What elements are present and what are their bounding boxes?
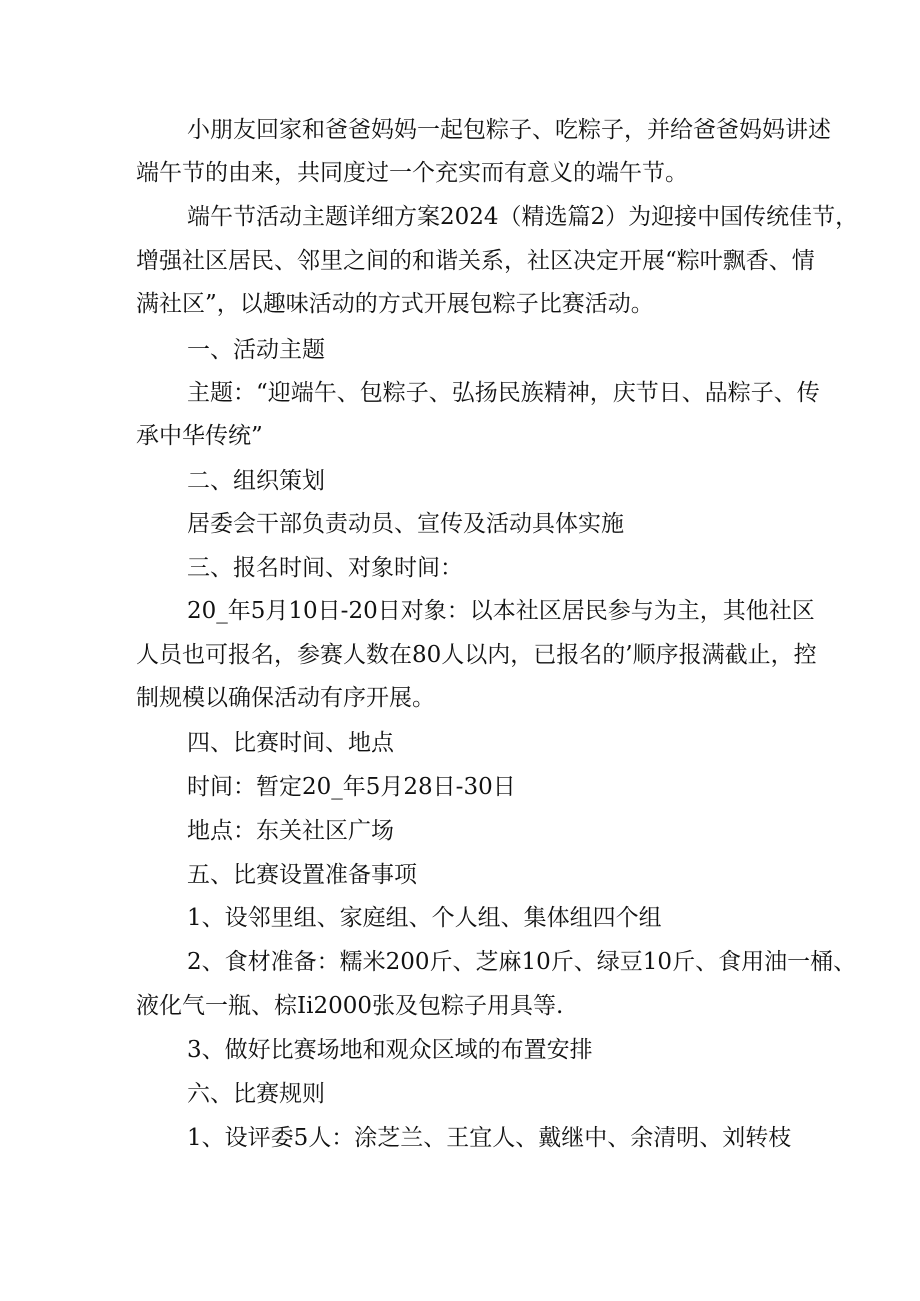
paragraph-line: 液化气一瓶、棕Ii2000张及包粽子用具等. — [136, 993, 564, 1019]
section-heading: 五、比赛设置准备事项 — [187, 862, 417, 888]
paragraph-line: 增强社区居民、邻里之间的和谐关系，社区决定开展“粽叶飘香、情 — [136, 248, 815, 274]
section-heading: 二、组织策划 — [187, 468, 325, 494]
paragraph-line: 制规模以确保活动有序开展。 — [136, 685, 435, 711]
paragraph-line: 1、设邻里组、家庭组、个人组、集体组四个组 — [187, 905, 662, 931]
paragraph-line: 时间：暂定20_年5月28日-30日 — [187, 774, 516, 800]
paragraph-line: 主题：“迎端午、包粽子、弘扬民族精神，庆节日、品粽子、传 — [187, 380, 820, 406]
paragraph-line: 20_年5月10日-20日对象：以本社区居民参与为主，其他社区 — [187, 598, 815, 624]
section-heading: 六、比赛规则 — [187, 1081, 325, 1107]
section-heading: 四、比赛时间、地点 — [187, 730, 394, 756]
section-heading: 一、活动主题 — [187, 337, 325, 363]
paragraph-line: 3、做好比赛场地和观众区域的布置安排 — [187, 1037, 593, 1063]
paragraph-line: 人员也可报名，参赛人数在80人以内，已报名的’顺序报满截止，控 — [136, 642, 817, 668]
paragraph-line: 端午节活动主题详细方案2024（精选篇2）为迎接中国传统佳节， — [187, 204, 859, 230]
paragraph-line: 小朋友回家和爸爸妈妈一起包粽子、吃粽子，并给爸爸妈妈讲述 — [187, 117, 831, 143]
paragraph-line: 1、设评委5人：涂芝兰、王宜人、戴继中、余清明、刘转枝 — [187, 1125, 792, 1151]
paragraph-line: 居委会干部负责动员、宣传及活动具体实施 — [187, 511, 624, 537]
paragraph-line: 2、食材准备：糯米200斤、芝麻10斤、绿豆10斤、食用油一桶、 — [187, 949, 857, 975]
paragraph-line: 地点：东关社区广场 — [187, 818, 394, 844]
paragraph-line: 满社区”，以趣味活动的方式开展包粽子比赛活动。 — [136, 291, 654, 317]
paragraph-line: 承中华传统” — [136, 423, 263, 449]
paragraph-line: 端午节的由来，共同度过一个充实而有意义的端午节。 — [136, 160, 688, 186]
section-heading: 三、报名时间、对象时间： — [187, 555, 463, 581]
